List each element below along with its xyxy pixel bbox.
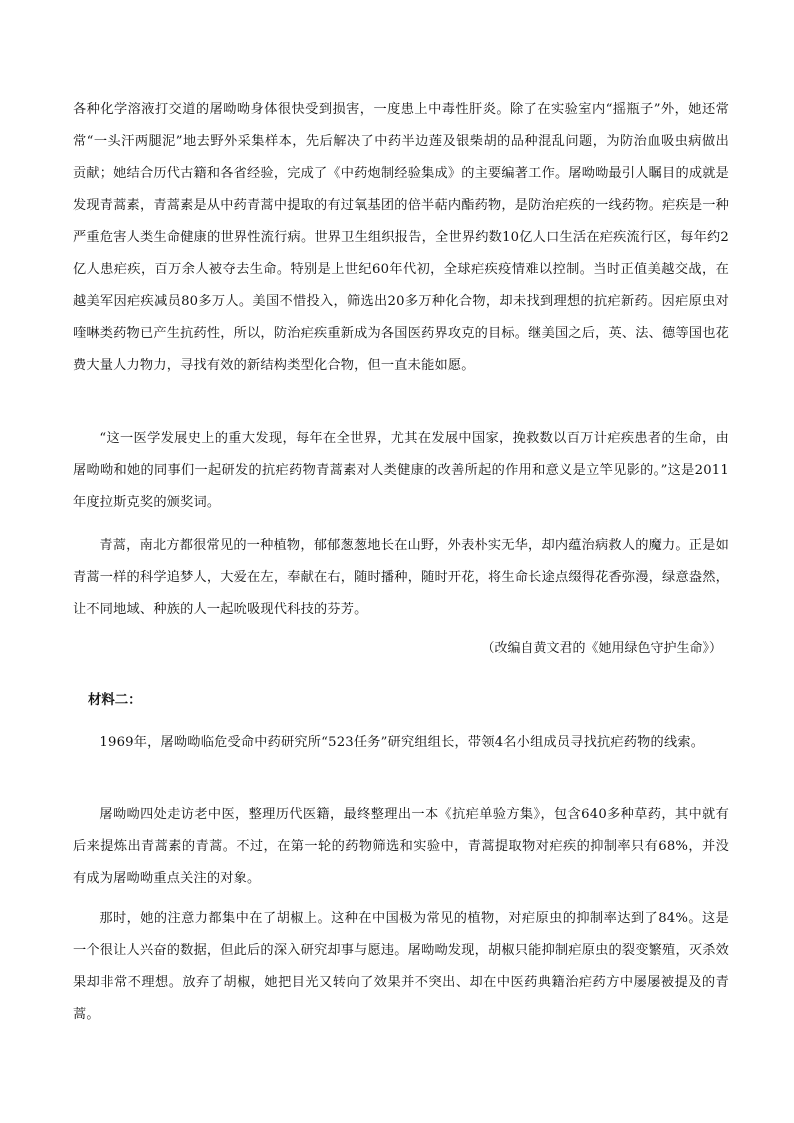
material2-paragraph-2: 屠呦呦四处走访老中医，整理历代医籍，最终整理出一本《抗疟单验方集》，包含640多种草药，其中就有后来提炼出青蒿素的青蒿。不过，在第一轮的药物筛选和实验中，青蒿提取物对疟疾的抑制率只有68%，并没有成为屠呦呦重点关注的对象。 [73, 807, 729, 886]
material2-heading: 材料二： [88, 692, 142, 708]
material1-paragraph-2: “这一医学发展史上的重大发现，每年在全世界，尤其在发展中国家，挽救数以百万计疟疾患者的生命，由屠呦呦和她的同事们一起研发的抗疟药物青蒿素对人类健康的改善所起的作用和意义是立竿见影的。”这是2011年度拉斯克奖的颁奖词。 [73, 431, 729, 510]
material1-paragraph-1: 各种化学溶液打交道的屠呦呦身体很快受到损害，一度患上中毒性肝炎。除了在实验室内“摇瓶子”外，她还常常“一头汗两腿泥”地去野外采集样本，先后解决了中药半边莲及银柴胡的品种混乱问题，为防治血吸虫病做出贡献；她结合历代古籍和各省经验，完成了《中药炮制经验集成》的主要编著工作。屠呦呦最引人瞩目的成就是发现青蒿素，青蒿素是从中药青蒿中提取的有过氧基团的倍半萜内酯药物，是防治疟疾的一线药物。疟疾是一种严重危害人类生命健康的世界性流行病。世界卫生组织报告，全世界约数10亿人口生活在疟疾流行区，每年约2亿人患疟疾，百万余人被夺去生命。特别是上世纪60年代初，全球疟疾疫情难以控制。当时正值美越交战，在越美军因疟疾减员80多万人。美国不惜投入，筛选出20多万种化合物，却未找到理想的抗疟新药。因疟原虫对喹啉类药物已产生抗药性，所以，防治疟疾重新成为各国医药界攻克的目标。继美国之后，英、法、德等国也花费大量人力物力，寻找有效的新结构类型化合物，但一直未能如愿。 [73, 102, 729, 373]
material1-paragraph-3: 青蒿，南北方都很常见的一种植物，郁郁葱葱地长在山野，外表朴实无华，却内蕴治病救人的魔力。正是如青蒿一样的科学追梦人，大爱在左，奉献在右，随时播种，随时开花，将生命长途点缀得花香弥漫，绿意盎然，让不同地域、种族的人一起吮吸现代科技的芬芳。 [73, 538, 729, 617]
material2-paragraph-1: 1969年，屠呦呦临危受命中药研究所“523任务”研究组组长，带领4名小组成员寻找抗疟药物的线索。 [99, 735, 705, 750]
source-citation: （改编自黄文君的《她用绿色守护生命》） [481, 641, 722, 656]
material2-paragraph-3: 那时，她的注意力都集中在了胡椒上。这种在中国极为常见的植物，对疟原虫的抑制率达到了84%。这是一个很让人兴奋的数据，但此后的深入研究却事与愿违。屠呦呦发现，胡椒只能抑制疟原虫的裂变繁殖，灭杀效果却非常不理想。放弃了胡椒，她把目光又转向了效果并不突出、却在中医药典籍治疟药方中屡屡被提及的青蒿。 [73, 911, 729, 1022]
